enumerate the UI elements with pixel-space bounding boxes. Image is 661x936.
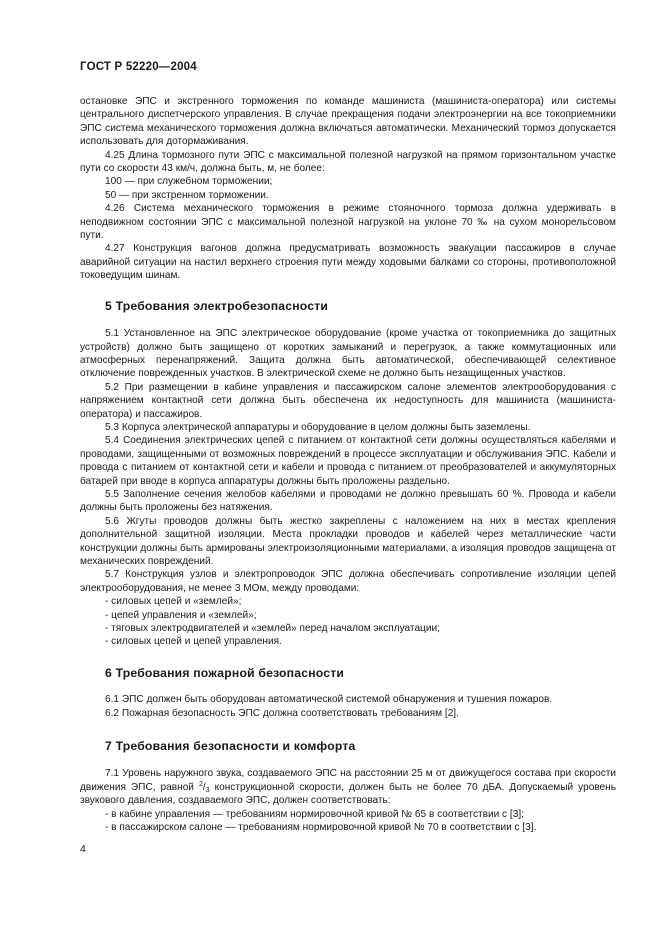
paragraph-4-26: 4.26 Система механического торможения в режиме стояночного тормоза должна удерживать в неподвижном состоянии ЭПС с максимальной полезной нагрузкой на уклоне 70 ‰ на сухом монорельсовом пути. xyxy=(80,203,616,242)
list-5-7 xyxy=(80,595,616,649)
paragraph-5-6: 5.6 Жгуты проводов должны быть жестко закреплены с наложением на них в местах крепления дополнительной защитной изоляции. Места прокладки проводов и кабелей через металлические части конструкции должны быть армированы электроизоляционными материалами, а изоляция проводов защищена от механических повреждений. xyxy=(80,515,616,567)
list-item: 100 — при служебном торможении; xyxy=(105,176,273,188)
paragraph-5-4: 5.4 Соединения электрических цепей с питанием от контактной сети должны осуществляться кабелями и проводами, защищенными от возможных повреждений в процессе эксплуатации и обслуживания ЭПС. Кабели и провода с питанием от контактной сети и кабели и провода с питанием от преобразователей и аккумуляторных батарей при вводе в корпуса аппаратуры должны быть проложены раздельно. xyxy=(80,435,616,487)
intro-paragraph: остановке ЭПС и экстренного торможения по команде машиниста (машиниста-оператора) или системы центрального диспетчерского управления. В случае прекращения подачи электроэнергии на все токоприемники ЭПС система механического торможения должна включаться автоматически. Механический тормоз допускается использовать для дотормаживания. xyxy=(80,96,616,148)
section-7-title: 7 Требования безопасности и комфорта xyxy=(105,739,356,754)
list-item: - в кабине управления — требованиям нормировочной кривой № 65 в соответствии с [3]; xyxy=(80,808,616,821)
page-number: 4 xyxy=(80,843,86,855)
fraction-denominator: 3 xyxy=(205,786,210,794)
list-4-25 xyxy=(80,175,616,202)
list-item: 50 — при экстренном торможении. xyxy=(105,189,269,201)
paragraph-7-1-end: конструкционной скорости, должен быть не более 70 дБА. Допускаемый уровень звукового давления, создаваемого ЭПС, должен соответствовать: xyxy=(80,781,616,807)
list-item: - силовых цепей и «землей»; xyxy=(80,595,616,608)
list-item: - силовых цепей и цепей управления. xyxy=(80,635,616,648)
document-header: ГОСТ Р 52220—2004 xyxy=(80,61,197,73)
paragraph-7-1-start: 7.1 Уровень наружного звука, создаваемого ЭПС на расстоянии 25 м от движущегося состава при скорости движения ЭПС, равной xyxy=(80,768,616,793)
page-content xyxy=(80,95,616,835)
paragraph-7-1: 7.1 Уровень наружного звука, создаваемого ЭПС на расстоянии 25 м от движущегося состава при скорости движения ЭПС, равной $^2/_3$ конструкционной скорости, должен быть не более 70 дБА. Допускаемый уровень звукового давления, создаваемого ЭПС, должен соответствовать: xyxy=(80,768,616,807)
paragraph-4-27: 4.27 Конструкция вагонов должна предусматривать возможность эвакуации пассажиров в случае аварийной ситуации на настил верхнего строения пути между ходовыми балками со стороны, противоположной токоведущим шинам. xyxy=(80,243,616,282)
list-item: - цепей управления и «землей»; xyxy=(80,609,616,622)
paragraph-5-7: 5.7 Конструкция узлов и электропроводок ЭПС должна обеспечивать сопротивление изоляции цепей электрооборудования, не менее 3 МОм, между проводами: xyxy=(80,569,616,594)
list-item: - в пассажирском салоне — требованиям нормировочной кривой № 70 в соответствии с [3]. xyxy=(80,821,616,834)
fraction-numerator: 2 xyxy=(198,780,203,788)
paragraph-4-25: 4.25 Длина тормозного пути ЭПС с максимальной полезной нагрузкой на прямом горизонтальном участке пути со скорости 43 км/ч, должна быть, м, не более: xyxy=(80,149,616,175)
paragraph-5-1: 5.1 Установленное на ЭПС электрическое оборудование (кроме участка от токоприемника до защитных устройств) должно быть защищено от коротких замыканий и перегрузок, а также коммутационных или атмосферных перенапряжений. Защита должна быть автоматической, обеспечивающей селективное отключение поврежденных участков. В электрической схеме не должно быть незащищенных участков. xyxy=(80,328,616,380)
paragraph-6-2: 6.2 Пожарная безопасность ЭПС должна соответствовать требованиям [2]. xyxy=(105,707,459,719)
paragraph-5-2: 5.2 При размещении в кабине управления и пассажирском салоне элементов электрооборудования с напряжением контактной сети должна быть обеспечена их недоступность для машиниста (машиниста-оператора) и пассажиров. xyxy=(80,381,616,420)
list-item: - тяговых электродвигателей и «землей» перед началом эксплуатации; xyxy=(80,622,616,635)
paragraph-5-3: 5.3 Корпуса электрической аппаратуры и оборудование в целом должны быть заземлены. xyxy=(105,421,531,433)
section-5-title: 5 Требования электробезопасности xyxy=(105,298,329,313)
paragraph-5-5: 5.5 Заполнение сечения желобов кабелями и проводами не должно превышать 60 %. Провода и кабели должны быть проложены без натяжения. xyxy=(80,488,616,514)
paragraph-6-1: 6.1 ЭПС должен быть оборудован автоматической системой обнаружения и тушения пожаров. xyxy=(105,694,553,706)
section-6-title: 6 Требования пожарной безопасности xyxy=(105,665,345,680)
list-7-1 xyxy=(80,808,616,835)
